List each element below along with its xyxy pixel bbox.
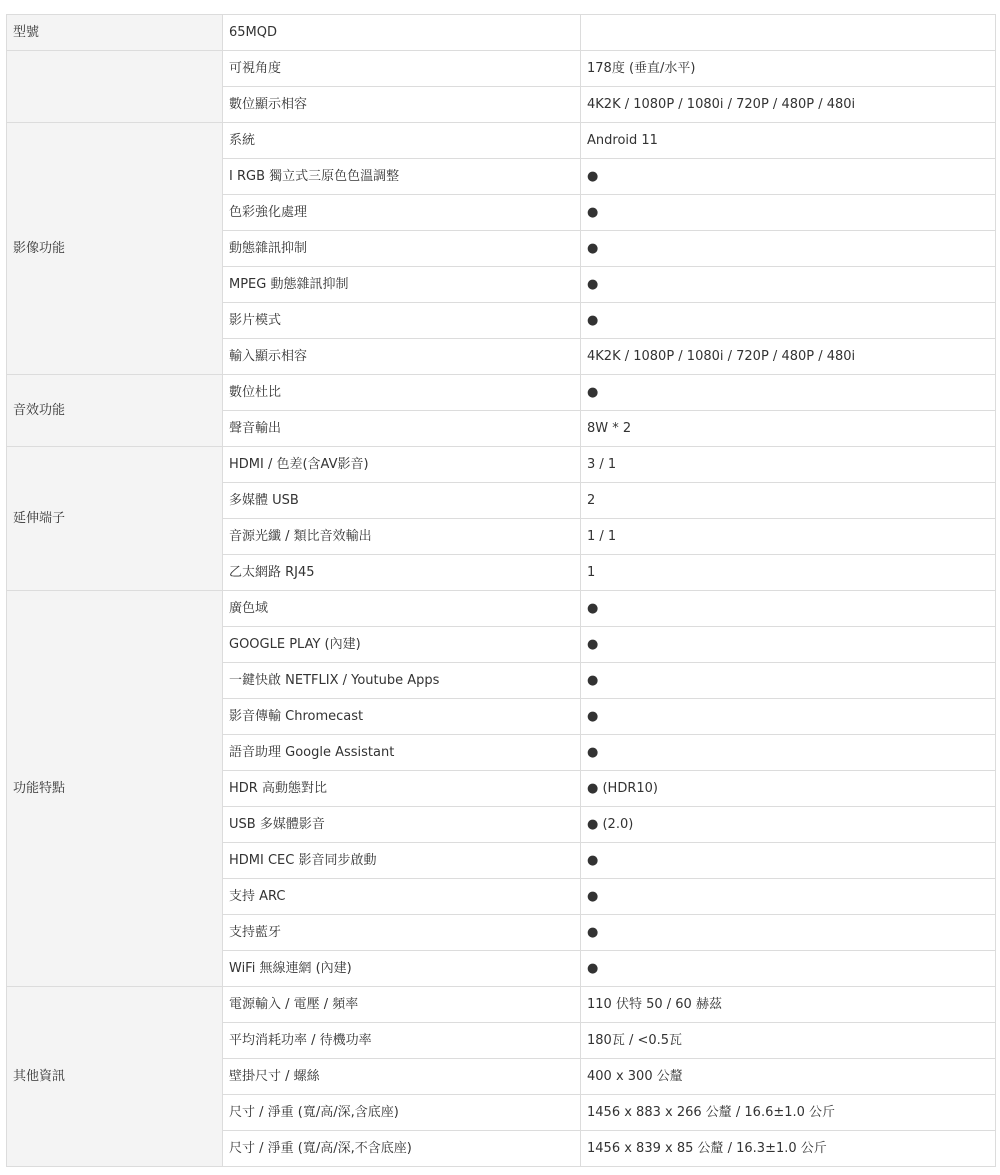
spec-label-cell: HDR 高動態對比 bbox=[223, 771, 581, 807]
spec-label-cell: HDMI CEC 影音同步啟動 bbox=[223, 843, 581, 879]
spec-value-cell: ● bbox=[581, 951, 996, 987]
spec-table bbox=[6, 14, 996, 1167]
spec-value-cell: ● bbox=[581, 591, 996, 627]
spec-label-cell: 數位顯示相容 bbox=[223, 87, 581, 123]
spec-value-cell: ● bbox=[581, 627, 996, 663]
spec-label-cell: 色彩強化處理 bbox=[223, 195, 581, 231]
spec-row bbox=[7, 51, 996, 87]
spec-label-cell: 影片模式 bbox=[223, 303, 581, 339]
spec-label-cell: 數位杜比 bbox=[223, 375, 581, 411]
spec-value-cell: ● bbox=[581, 663, 996, 699]
spec-value-cell: 400 x 300 公釐 bbox=[581, 1059, 996, 1095]
spec-label-cell: 聲音輸出 bbox=[223, 411, 581, 447]
spec-row bbox=[7, 447, 996, 483]
spec-value-cell: ● bbox=[581, 843, 996, 879]
spec-value-cell: ● bbox=[581, 195, 996, 231]
category-cell: 影像功能 bbox=[7, 123, 223, 375]
category-cell: 音效功能 bbox=[7, 375, 223, 447]
spec-label-cell: 平均消耗功率 / 待機功率 bbox=[223, 1023, 581, 1059]
spec-label-cell: 多媒體 USB bbox=[223, 483, 581, 519]
spec-label-cell: 一鍵快啟 NETFLIX / Youtube Apps bbox=[223, 663, 581, 699]
spec-value-cell: 1456 x 839 x 85 公釐 / 16.3±1.0 公斤 bbox=[581, 1131, 996, 1167]
spec-label-cell: HDMI / 色差(含AV影音) bbox=[223, 447, 581, 483]
spec-label-cell: 支持藍牙 bbox=[223, 915, 581, 951]
spec-value-cell: 178度 (垂直/水平) bbox=[581, 51, 996, 87]
spec-label-cell: 音源光纖 / 類比音效輸出 bbox=[223, 519, 581, 555]
category-cell: 延伸端子 bbox=[7, 447, 223, 591]
spec-label-cell: 輸入顯示相容 bbox=[223, 339, 581, 375]
spec-value-cell: 4K2K / 1080P / 1080i / 720P / 480P / 480i bbox=[581, 339, 996, 375]
spec-value-cell: 8W * 2 bbox=[581, 411, 996, 447]
model-value-cell: 65MQD bbox=[223, 15, 581, 51]
spec-value-cell: ● (2.0) bbox=[581, 807, 996, 843]
spec-value-cell: 1 bbox=[581, 555, 996, 591]
spec-value-cell: ● bbox=[581, 375, 996, 411]
spec-label-cell: 語音助理 Google Assistant bbox=[223, 735, 581, 771]
spec-value-cell: ● bbox=[581, 879, 996, 915]
spec-label-cell: 支持 ARC bbox=[223, 879, 581, 915]
spec-label-cell: USB 多媒體影音 bbox=[223, 807, 581, 843]
spec-value-cell: ● (HDR10) bbox=[581, 771, 996, 807]
spec-value-cell: Android 11 bbox=[581, 123, 996, 159]
spec-label-cell: 乙太網路 RJ45 bbox=[223, 555, 581, 591]
category-cell bbox=[7, 51, 223, 123]
spec-label-cell: 尺寸 / 淨重 (寬/高/深,不含底座) bbox=[223, 1131, 581, 1167]
spec-label-cell: WiFi 無線連網 (內建) bbox=[223, 951, 581, 987]
spec-label-cell: I RGB 獨立式三原色色溫調整 bbox=[223, 159, 581, 195]
spec-value-cell: ● bbox=[581, 915, 996, 951]
spec-value-cell: 4K2K / 1080P / 1080i / 720P / 480P / 480i bbox=[581, 87, 996, 123]
spec-value-cell: 2 bbox=[581, 483, 996, 519]
spec-value-cell: ● bbox=[581, 303, 996, 339]
category-cell: 其他資訊 bbox=[7, 987, 223, 1167]
spec-value-cell: ● bbox=[581, 231, 996, 267]
spec-value-cell: 1456 x 883 x 266 公釐 / 16.6±1.0 公斤 bbox=[581, 1095, 996, 1131]
spec-row bbox=[7, 591, 996, 627]
spec-value-cell: 3 / 1 bbox=[581, 447, 996, 483]
spec-value-cell: ● bbox=[581, 735, 996, 771]
spec-label-cell: 可視角度 bbox=[223, 51, 581, 87]
model-label-cell: 型號 bbox=[7, 15, 223, 51]
spec-value-cell: ● bbox=[581, 267, 996, 303]
spec-table-body bbox=[7, 15, 996, 1167]
spec-value-cell: 180瓦 / <0.5瓦 bbox=[581, 1023, 996, 1059]
spec-row bbox=[7, 123, 996, 159]
spec-value-cell: ● bbox=[581, 699, 996, 735]
spec-label-cell: 廣色域 bbox=[223, 591, 581, 627]
spec-label-cell: MPEG 動態雜訊抑制 bbox=[223, 267, 581, 303]
spec-row bbox=[7, 987, 996, 1023]
spec-label-cell: 動態雜訊抑制 bbox=[223, 231, 581, 267]
spec-row bbox=[7, 375, 996, 411]
spec-label-cell: 系統 bbox=[223, 123, 581, 159]
spec-label-cell: 壁掛尺寸 / 螺絲 bbox=[223, 1059, 581, 1095]
spec-value-cell: ● bbox=[581, 159, 996, 195]
spec-label-cell: GOOGLE PLAY (內建) bbox=[223, 627, 581, 663]
header-row bbox=[7, 15, 996, 51]
spec-label-cell: 尺寸 / 淨重 (寬/高/深,含底座) bbox=[223, 1095, 581, 1131]
model-extra-cell bbox=[581, 15, 996, 51]
spec-label-cell: 影音傳輸 Chromecast bbox=[223, 699, 581, 735]
spec-label-cell: 電源輸入 / 電壓 / 頻率 bbox=[223, 987, 581, 1023]
spec-value-cell: 110 伏特 50 / 60 赫茲 bbox=[581, 987, 996, 1023]
category-cell: 功能特點 bbox=[7, 591, 223, 987]
spec-value-cell: 1 / 1 bbox=[581, 519, 996, 555]
